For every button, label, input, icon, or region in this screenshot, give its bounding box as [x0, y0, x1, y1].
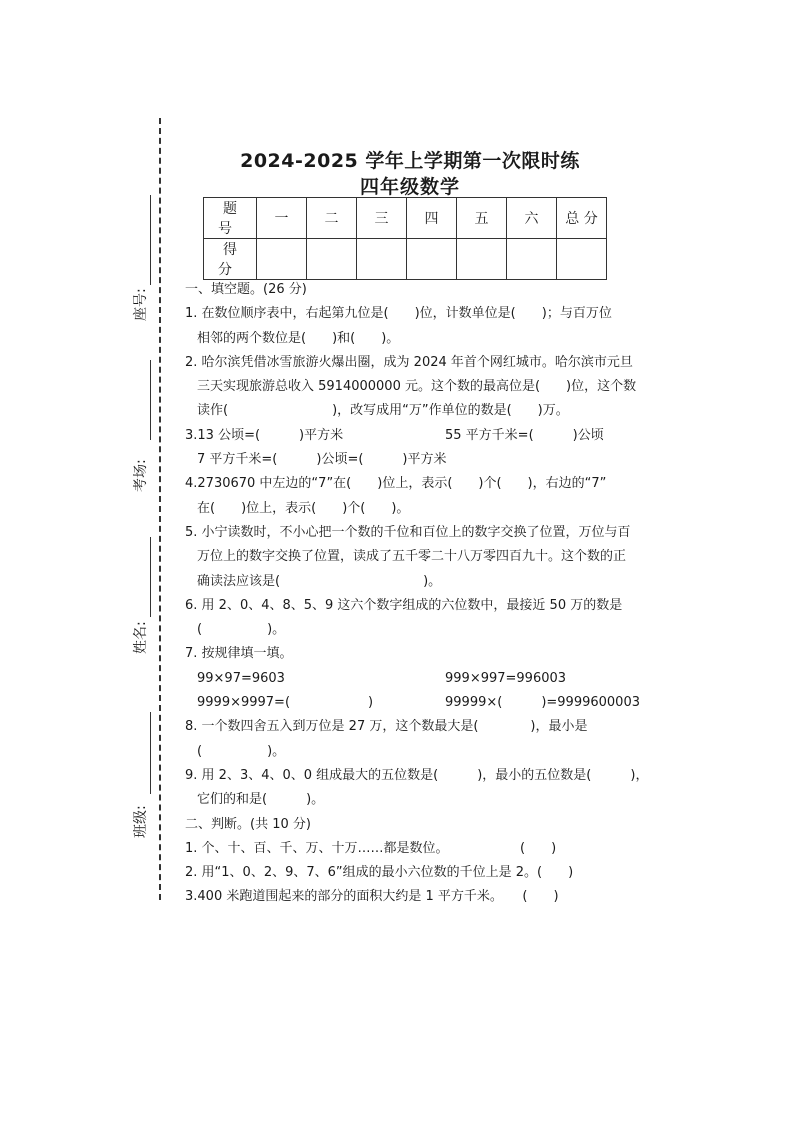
- name-blank: [150, 537, 151, 617]
- class-field: [128, 712, 168, 842]
- score-table-score-label: 得 分: [204, 239, 257, 280]
- exam-room-field: [128, 360, 168, 490]
- class-label: 班级:: [133, 805, 149, 838]
- question-line: 它们的和是( )。: [197, 792, 325, 808]
- question-part: 99×97=9603: [197, 670, 285, 686]
- question-part: 3.13 公顷=( )平方米: [185, 427, 344, 443]
- score-table-header-cell: 一: [257, 198, 307, 239]
- exam-subtitle: 四年级数学: [359, 176, 460, 198]
- question-line: 7. 按规律填一填。: [185, 646, 293, 662]
- section-heading: 一、填空题。(26 分): [185, 282, 307, 297]
- score-cell[interactable]: [307, 239, 357, 280]
- score-table-header-cell: 四: [407, 198, 457, 239]
- question-line: 相邻的两个数位是( )和( )。: [197, 330, 400, 346]
- score-cell[interactable]: [257, 239, 307, 280]
- score-table-header-cell: 二: [307, 198, 357, 239]
- name-field: [128, 537, 168, 667]
- score-cell[interactable]: [507, 239, 557, 280]
- score-cell[interactable]: [457, 239, 507, 280]
- question-part: 999×997=996003: [445, 670, 567, 686]
- score-table-score-row: [204, 239, 607, 280]
- seat-number-field: [128, 195, 168, 335]
- question-line: 5. 小宁读数时，不小心把一个数的千位和百位上的数字交换了位置，万位与百: [185, 524, 631, 540]
- question-line: ( )。: [197, 743, 286, 759]
- question-line: 读作( )，改写成用“万”作单位的数是( )万。: [197, 403, 569, 419]
- question-line: ( )。: [197, 622, 286, 638]
- question-part: 9999×9997=( ): [197, 695, 374, 711]
- question-line: 在( )位上，表示( )个( )。: [197, 500, 410, 516]
- score-cell[interactable]: [407, 239, 457, 280]
- exam-room-blank: [150, 360, 151, 440]
- judgment-line: 2. 用“1、0、2、9、7、6”组成的最小六位数的千位上是 2。( ): [185, 865, 574, 881]
- seat-number-label: 座号:: [133, 288, 149, 321]
- question-line: 万位上的数字交换了位置，读成了五千零二十八万零四百九十。这个数的正: [197, 549, 627, 565]
- score-cell[interactable]: [557, 239, 607, 280]
- score-table-header-cell: 五: [457, 198, 507, 239]
- exam-content: [185, 278, 665, 910]
- name-label: 姓名:: [133, 621, 149, 654]
- section-heading: 二、判断。(共 10 分): [185, 816, 311, 832]
- question-line: 8. 一个数四舍五入到万位是 27 万，这个数最大是( )，最小是: [185, 719, 588, 735]
- question-part: 99999×( )=9999600003: [445, 695, 640, 711]
- class-blank: [150, 712, 151, 794]
- question-line: [185, 691, 665, 715]
- judgment-line: 1. 个、十、百、千、万、十万……都是数位。 ( ): [185, 840, 557, 856]
- question-line: [185, 424, 665, 448]
- question-line: 1. 在数位顺序表中，右起第九位是( )位，计数单位是( )；与百万位: [185, 306, 612, 322]
- question-line: 4.2730670 中左边的“7”在( )位上，表示( )个( )，右边的“7”: [185, 476, 607, 492]
- question-line: [185, 667, 665, 691]
- seat-number-blank: [150, 195, 151, 285]
- question-line: 2. 哈尔滨凭借冰雪旅游火爆出圈，成为 2024 年首个网红城市。哈尔滨市元旦: [185, 354, 633, 370]
- judgment-line: 3.400 米跑道围起来的部分的面积大约是 1 平方千米。 ( ): [185, 889, 559, 905]
- score-table-header-cell: 总 分: [557, 198, 607, 239]
- score-cell[interactable]: [357, 239, 407, 280]
- score-table-header-cell: 三: [357, 198, 407, 239]
- question-line: 三天实现旅游总收入 5914000000 元。这个数的最高位是( )位，这个数: [197, 379, 637, 395]
- question-line: 确读法应该是( )。: [197, 573, 442, 589]
- exam-room-label: 考场:: [133, 459, 149, 492]
- question-line: 7 平方千米=( )公顷=( )平方米: [197, 452, 447, 468]
- question-part: 55 平方千米=( )公顷: [445, 427, 604, 443]
- score-table: [203, 197, 607, 280]
- question-line: 9. 用 2、3、4、0、0 组成最大的五位数是( )，最小的五位数是( )，: [185, 767, 649, 783]
- question-line: 6. 用 2、0、4、8、5、9 这六个数字组成的六位数中，最接近 50 万的数是: [185, 597, 623, 613]
- score-table-header-row: [204, 198, 607, 239]
- score-table-header-cell: 六: [507, 198, 557, 239]
- exam-title: 2024-2025 学年上学期第一次限时练: [240, 150, 580, 172]
- score-table-header-cell: 题 号: [204, 198, 257, 239]
